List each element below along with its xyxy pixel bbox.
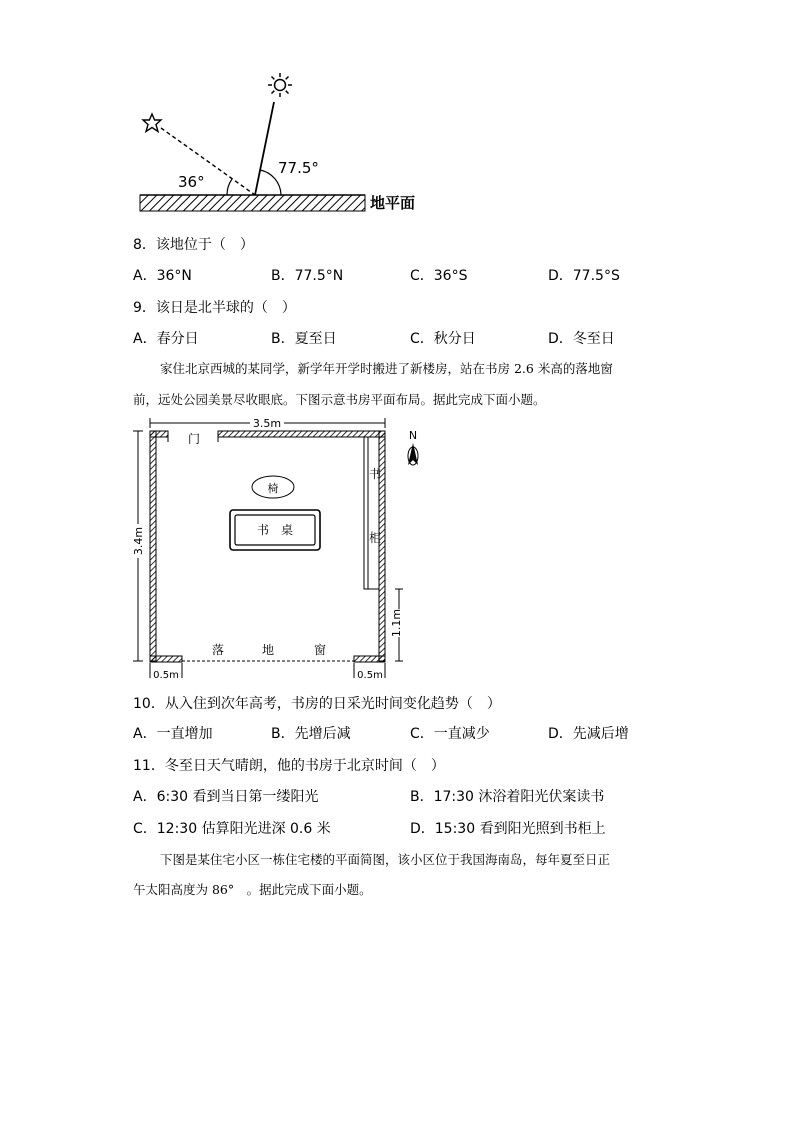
q8-option-d[interactable]: D．77.5°S — [548, 268, 620, 284]
window-char-2: 地 — [261, 643, 275, 657]
q11-option-d[interactable]: D．15:30 看到阳光照到书柜上 — [410, 821, 606, 837]
q11-option-a[interactable]: A．6:30 看到当日第一缕阳光 — [133, 789, 319, 805]
q11-option-c[interactable]: C．12:30 估算阳光进深 0.6 米 — [133, 821, 331, 837]
q8-option-b[interactable]: B．77.5°N — [271, 268, 344, 284]
bottom-right-label: 0.5m — [357, 670, 383, 681]
north-arrow-icon — [408, 443, 418, 465]
passage1-line1: 家住北京西城的某同学，新学年开学时搬进了新楼房，站在书房 2.6 米高的落地窗 — [160, 361, 613, 376]
q11-option-b[interactable]: B．17:30 沐浴着阳光伏案读书 — [410, 789, 605, 805]
height-label: 3.4m — [132, 526, 145, 556]
q9-option-a[interactable]: A．春分日 — [133, 331, 199, 347]
q8-option-a[interactable]: A．36°N — [133, 268, 192, 284]
window-char-1: 落 — [211, 643, 225, 657]
chair-label: 椅 — [267, 482, 279, 495]
q11-stem: 11．冬至日天气晴朗，他的书房于北京时间（ ） — [133, 758, 445, 774]
floor-plan — [128, 412, 438, 684]
desk-label: 书 桌 — [256, 523, 294, 537]
angle-label-right: 77.5° — [278, 159, 319, 177]
angle-arc-left — [227, 179, 232, 195]
passage1-line2: 前，远处公园美景尽收眼底。下图示意书房平面布局。据此完成下面小题。 — [133, 392, 546, 407]
q10-stem: 10．从入住到次年高考，书房的日采光时间变化趋势（ ） — [133, 696, 501, 712]
side-label: 1.1m — [390, 608, 403, 638]
ground-label: 地平面 — [370, 194, 416, 212]
bookshelf — [364, 437, 382, 589]
shelf-char-1: 书 — [368, 467, 382, 481]
q8-stem: 8．该地位于（ ） — [133, 237, 254, 253]
width-label: 3.5m — [252, 417, 282, 430]
star-icon — [143, 114, 161, 132]
q8-option-c[interactable]: C．36°S — [410, 268, 468, 284]
angle-label-left: 36° — [178, 173, 205, 191]
q10-option-a[interactable]: A．一直增加 — [133, 726, 213, 742]
q9-stem: 9．该日是北半球的（ ） — [133, 300, 296, 316]
star-ray — [161, 128, 255, 195]
q9-option-b[interactable]: B．夏至日 — [271, 331, 337, 347]
north-label: N — [408, 429, 418, 442]
passage2-line1: 下图是某住宅小区一栋住宅楼的平面简图，该小区位于我国海南岛，每年夏至日正 — [160, 852, 611, 867]
bottom-left-label: 0.5m — [153, 670, 179, 681]
sun-icon — [268, 73, 292, 97]
shelf-char-2: 柜 — [368, 531, 382, 545]
q10-option-b[interactable]: B．先增后减 — [271, 726, 351, 742]
q10-option-d[interactable]: D．先减后增 — [548, 726, 629, 742]
sun-ray — [255, 102, 274, 195]
window-char-3: 窗 — [313, 643, 327, 657]
q9-option-d[interactable]: D．冬至日 — [548, 331, 615, 347]
q9-option-c[interactable]: C．秋分日 — [410, 331, 476, 347]
passage2-line2: 午太阳高度为 86° 。据此完成下面小题。 — [133, 882, 372, 897]
q10-option-c[interactable]: C．一直减少 — [410, 726, 490, 742]
ground-hatch — [140, 195, 365, 211]
altitude-diagram — [130, 60, 440, 220]
door-label: 门 — [187, 432, 201, 446]
